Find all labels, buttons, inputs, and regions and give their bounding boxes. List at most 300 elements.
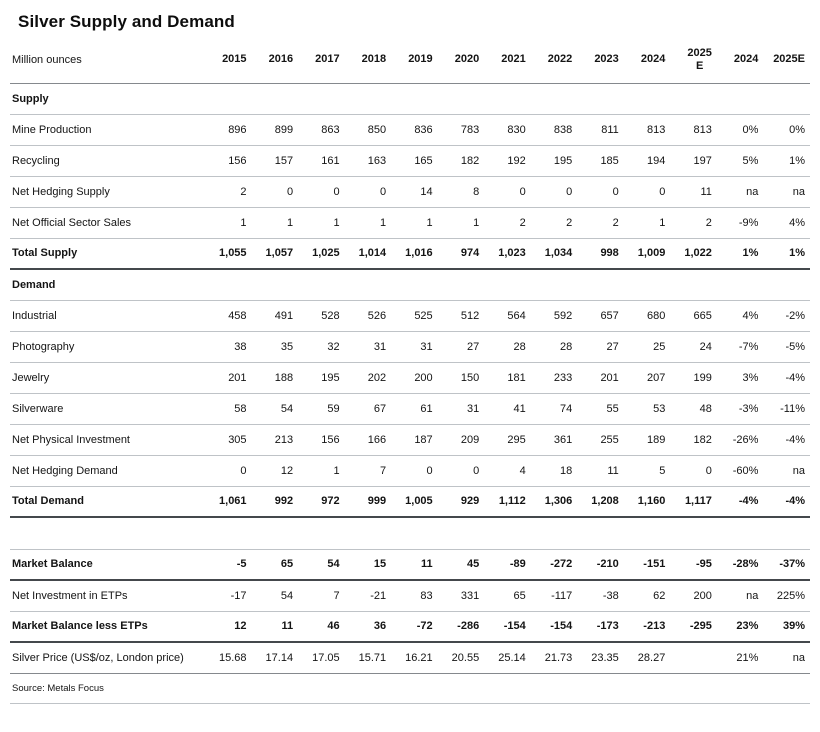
table-cell bbox=[484, 83, 531, 114]
table-cell bbox=[670, 642, 717, 673]
table-cell: 202 bbox=[345, 362, 392, 393]
table-cell bbox=[670, 83, 717, 114]
table-cell: -28% bbox=[717, 549, 764, 580]
table-cell: 27 bbox=[577, 331, 624, 362]
table-cell: 4% bbox=[763, 207, 810, 238]
table-cell: 163 bbox=[345, 145, 392, 176]
table-cell: 1,014 bbox=[345, 238, 392, 269]
table-cell: 0 bbox=[670, 455, 717, 486]
table-cell: 5 bbox=[624, 455, 671, 486]
table-cell bbox=[670, 517, 717, 549]
table-row bbox=[10, 580, 810, 611]
table-cell bbox=[484, 517, 531, 549]
table-cell: 1,160 bbox=[624, 486, 671, 517]
table-cell bbox=[438, 517, 485, 549]
table-cell bbox=[670, 269, 717, 300]
table-cell: 187 bbox=[391, 424, 438, 455]
table-cell bbox=[577, 269, 624, 300]
table-cell: -4% bbox=[763, 362, 810, 393]
table-cell: 1 bbox=[298, 455, 345, 486]
year-column-header: 2022 bbox=[531, 38, 578, 83]
row-label: Industrial bbox=[10, 300, 205, 331]
table-cell bbox=[391, 269, 438, 300]
table-cell: -5 bbox=[205, 549, 252, 580]
table-row bbox=[10, 207, 810, 238]
page-title: Silver Supply and Demand bbox=[18, 12, 235, 31]
table-cell: -154 bbox=[484, 611, 531, 642]
row-label: Silverware bbox=[10, 393, 205, 424]
table-row bbox=[10, 611, 810, 642]
table-cell bbox=[298, 269, 345, 300]
table-cell: 15 bbox=[345, 549, 392, 580]
row-label: Net Hedging Demand bbox=[10, 455, 205, 486]
row-label bbox=[10, 517, 205, 549]
table-cell: 213 bbox=[252, 424, 299, 455]
table-cell: 2 bbox=[577, 207, 624, 238]
table-cell: 11 bbox=[670, 176, 717, 207]
table-cell: 62 bbox=[624, 580, 671, 611]
year-column-header: 2021 bbox=[484, 38, 531, 83]
table-cell bbox=[345, 517, 392, 549]
table-cell: 1 bbox=[345, 207, 392, 238]
table-cell: 83 bbox=[391, 580, 438, 611]
year-column-header: 2015 bbox=[205, 38, 252, 83]
table-cell: na bbox=[763, 176, 810, 207]
table-header-row bbox=[10, 38, 810, 83]
table-cell bbox=[438, 83, 485, 114]
table-row bbox=[10, 549, 810, 580]
table-cell: 189 bbox=[624, 424, 671, 455]
table-cell: 1 bbox=[205, 207, 252, 238]
table-cell: -295 bbox=[670, 611, 717, 642]
table-cell: 896 bbox=[205, 114, 252, 145]
table-cell: -5% bbox=[763, 331, 810, 362]
table-cell: 185 bbox=[577, 145, 624, 176]
table-row bbox=[10, 238, 810, 269]
source-note: Source: Metals Focus bbox=[10, 674, 810, 704]
table-cell: 53 bbox=[624, 393, 671, 424]
table-cell: 161 bbox=[298, 145, 345, 176]
table-cell: 31 bbox=[391, 331, 438, 362]
table-cell bbox=[763, 517, 810, 549]
table-cell: 1,025 bbox=[298, 238, 345, 269]
table-cell: 929 bbox=[438, 486, 485, 517]
table-cell: -3% bbox=[717, 393, 764, 424]
table-cell: 21.73 bbox=[531, 642, 578, 673]
table-cell: -17 bbox=[205, 580, 252, 611]
table-cell: 2 bbox=[484, 207, 531, 238]
table-cell: 0 bbox=[298, 176, 345, 207]
table-cell: 528 bbox=[298, 300, 345, 331]
table-cell: -11% bbox=[763, 393, 810, 424]
table-cell: 1,117 bbox=[670, 486, 717, 517]
row-label: Market Balance less ETPs bbox=[10, 611, 205, 642]
table-cell: 74 bbox=[531, 393, 578, 424]
table-cell: 41 bbox=[484, 393, 531, 424]
table-cell: 7 bbox=[298, 580, 345, 611]
table-cell: 331 bbox=[438, 580, 485, 611]
table-cell: -173 bbox=[577, 611, 624, 642]
table-cell: 680 bbox=[624, 300, 671, 331]
table-cell: 11 bbox=[577, 455, 624, 486]
table-cell: 2 bbox=[205, 176, 252, 207]
year-column-header: 2025E bbox=[763, 38, 810, 83]
table-cell: 46 bbox=[298, 611, 345, 642]
table-cell: na bbox=[763, 642, 810, 673]
row-label: Demand bbox=[10, 269, 205, 300]
table-cell: 201 bbox=[205, 362, 252, 393]
year-column-header: 2019 bbox=[391, 38, 438, 83]
row-label: Recycling bbox=[10, 145, 205, 176]
table-cell: 0 bbox=[624, 176, 671, 207]
table-cell bbox=[763, 269, 810, 300]
table-cell: 11 bbox=[391, 549, 438, 580]
table-cell: 1 bbox=[438, 207, 485, 238]
table-row bbox=[10, 331, 810, 362]
table-cell: 61 bbox=[391, 393, 438, 424]
table-cell bbox=[717, 269, 764, 300]
year-column-header: 2025 E bbox=[670, 38, 717, 83]
table-cell: 45 bbox=[438, 549, 485, 580]
table-cell: -95 bbox=[670, 549, 717, 580]
table-cell: 207 bbox=[624, 362, 671, 393]
table-cell bbox=[531, 269, 578, 300]
year-column-header: 2024 bbox=[717, 38, 764, 83]
table-cell: 491 bbox=[252, 300, 299, 331]
table-cell: 863 bbox=[298, 114, 345, 145]
table-cell: 8 bbox=[438, 176, 485, 207]
table-cell: 1 bbox=[252, 207, 299, 238]
table-cell bbox=[298, 83, 345, 114]
table-cell: na bbox=[717, 176, 764, 207]
table-cell bbox=[252, 517, 299, 549]
table-cell: 361 bbox=[531, 424, 578, 455]
table-cell: -117 bbox=[531, 580, 578, 611]
table-cell: 200 bbox=[391, 362, 438, 393]
table-cell: 526 bbox=[345, 300, 392, 331]
row-label: Mine Production bbox=[10, 114, 205, 145]
table-cell: 157 bbox=[252, 145, 299, 176]
table-cell: 209 bbox=[438, 424, 485, 455]
table-cell: 512 bbox=[438, 300, 485, 331]
table-cell: 54 bbox=[252, 393, 299, 424]
table-cell: 182 bbox=[438, 145, 485, 176]
table-cell bbox=[252, 269, 299, 300]
table-cell: 0% bbox=[763, 114, 810, 145]
row-label: Net Official Sector Sales bbox=[10, 207, 205, 238]
table-cell: 830 bbox=[484, 114, 531, 145]
section-header-row bbox=[10, 269, 810, 300]
table-cell: 156 bbox=[205, 145, 252, 176]
table-cell: 59 bbox=[298, 393, 345, 424]
table-cell: 12 bbox=[252, 455, 299, 486]
table-cell: 0 bbox=[438, 455, 485, 486]
table-cell: 36 bbox=[345, 611, 392, 642]
table-cell: 1 bbox=[391, 207, 438, 238]
table-cell: 1,016 bbox=[391, 238, 438, 269]
table-cell bbox=[531, 83, 578, 114]
table-cell: na bbox=[717, 580, 764, 611]
table-cell: 305 bbox=[205, 424, 252, 455]
row-label: Jewelry bbox=[10, 362, 205, 393]
table-cell: 836 bbox=[391, 114, 438, 145]
table-cell: 1% bbox=[763, 145, 810, 176]
table-cell: 156 bbox=[298, 424, 345, 455]
table-cell: -89 bbox=[484, 549, 531, 580]
table-cell: 225% bbox=[763, 580, 810, 611]
table-cell bbox=[205, 269, 252, 300]
table-cell: 458 bbox=[205, 300, 252, 331]
row-label: Net Hedging Supply bbox=[10, 176, 205, 207]
table-row bbox=[10, 486, 810, 517]
table-cell: 38 bbox=[205, 331, 252, 362]
table-row bbox=[10, 424, 810, 455]
table-cell: -4% bbox=[717, 486, 764, 517]
table-cell: 35 bbox=[252, 331, 299, 362]
table-cell bbox=[205, 83, 252, 114]
table-cell bbox=[763, 83, 810, 114]
table-row bbox=[10, 300, 810, 331]
table-cell: 2 bbox=[531, 207, 578, 238]
table-cell: 1,009 bbox=[624, 238, 671, 269]
table-cell: 1,208 bbox=[577, 486, 624, 517]
table-cell: 15.68 bbox=[205, 642, 252, 673]
year-column-header: 2017 bbox=[298, 38, 345, 83]
table-cell: 165 bbox=[391, 145, 438, 176]
table-cell: -4% bbox=[763, 486, 810, 517]
row-label: Total Demand bbox=[10, 486, 205, 517]
table-cell: 58 bbox=[205, 393, 252, 424]
year-column-header: 2018 bbox=[345, 38, 392, 83]
table-cell bbox=[624, 83, 671, 114]
table-cell: 2 bbox=[670, 207, 717, 238]
table-cell: 188 bbox=[252, 362, 299, 393]
table-cell: 0 bbox=[531, 176, 578, 207]
table-cell: 181 bbox=[484, 362, 531, 393]
table-cell: 1,112 bbox=[484, 486, 531, 517]
table-cell: 255 bbox=[577, 424, 624, 455]
table-cell bbox=[624, 517, 671, 549]
table-cell: 150 bbox=[438, 362, 485, 393]
table-cell: 18 bbox=[531, 455, 578, 486]
table-cell: 974 bbox=[438, 238, 485, 269]
unit-label: Million ounces bbox=[10, 38, 205, 83]
table-row bbox=[10, 145, 810, 176]
table-cell bbox=[717, 83, 764, 114]
table-cell bbox=[531, 517, 578, 549]
spacer-row bbox=[10, 517, 810, 549]
table-cell: 0 bbox=[484, 176, 531, 207]
table-row bbox=[10, 362, 810, 393]
table-cell: 28.27 bbox=[624, 642, 671, 673]
table-cell: 1,022 bbox=[670, 238, 717, 269]
table-cell: 1 bbox=[624, 207, 671, 238]
table-cell: 16.21 bbox=[391, 642, 438, 673]
table-cell: 0% bbox=[717, 114, 764, 145]
table-cell: 15.71 bbox=[345, 642, 392, 673]
table-cell: 1,306 bbox=[531, 486, 578, 517]
table-cell bbox=[205, 517, 252, 549]
table-cell: 166 bbox=[345, 424, 392, 455]
table-cell: 1% bbox=[763, 238, 810, 269]
table-cell: -38 bbox=[577, 580, 624, 611]
table-cell: na bbox=[763, 455, 810, 486]
table-cell: 525 bbox=[391, 300, 438, 331]
table-cell: 564 bbox=[484, 300, 531, 331]
table-cell: -213 bbox=[624, 611, 671, 642]
table-cell bbox=[577, 83, 624, 114]
table-cell: -4% bbox=[763, 424, 810, 455]
table-cell: -9% bbox=[717, 207, 764, 238]
table-cell bbox=[391, 517, 438, 549]
year-column-header: 2016 bbox=[252, 38, 299, 83]
table-cell: 850 bbox=[345, 114, 392, 145]
table-cell: 999 bbox=[345, 486, 392, 517]
table-cell: 11 bbox=[252, 611, 299, 642]
table-cell: 32 bbox=[298, 331, 345, 362]
table-row bbox=[10, 114, 810, 145]
year-column-header: 2020 bbox=[438, 38, 485, 83]
table-cell: 3% bbox=[717, 362, 764, 393]
table-row bbox=[10, 176, 810, 207]
table-cell: 783 bbox=[438, 114, 485, 145]
table-cell: 25 bbox=[624, 331, 671, 362]
row-label: Net Investment in ETPs bbox=[10, 580, 205, 611]
table-cell: -286 bbox=[438, 611, 485, 642]
table-cell: 0 bbox=[577, 176, 624, 207]
table-cell: 201 bbox=[577, 362, 624, 393]
table-cell: 23% bbox=[717, 611, 764, 642]
table-cell: -210 bbox=[577, 549, 624, 580]
table-cell: -151 bbox=[624, 549, 671, 580]
table-cell: 7 bbox=[345, 455, 392, 486]
row-label: Photography bbox=[10, 331, 205, 362]
row-label: Net Physical Investment bbox=[10, 424, 205, 455]
table-cell: 25.14 bbox=[484, 642, 531, 673]
table-row bbox=[10, 642, 810, 673]
year-column-header: 2024 bbox=[624, 38, 671, 83]
table-cell bbox=[298, 517, 345, 549]
table-cell: 4 bbox=[484, 455, 531, 486]
table-cell: 665 bbox=[670, 300, 717, 331]
table-cell bbox=[438, 269, 485, 300]
table-cell bbox=[345, 83, 392, 114]
table-cell: 27 bbox=[438, 331, 485, 362]
table-cell: 0 bbox=[391, 455, 438, 486]
table-cell: -154 bbox=[531, 611, 578, 642]
table-cell: 54 bbox=[252, 580, 299, 611]
row-label: Market Balance bbox=[10, 549, 205, 580]
table-cell: 0 bbox=[345, 176, 392, 207]
table-cell: 28 bbox=[531, 331, 578, 362]
table-cell: 21% bbox=[717, 642, 764, 673]
table-cell: 182 bbox=[670, 424, 717, 455]
table-cell: 31 bbox=[345, 331, 392, 362]
table-cell: 0 bbox=[252, 176, 299, 207]
table-cell: -272 bbox=[531, 549, 578, 580]
table-cell: 657 bbox=[577, 300, 624, 331]
table-cell: 1,055 bbox=[205, 238, 252, 269]
section-header-row bbox=[10, 83, 810, 114]
table-cell: 5% bbox=[717, 145, 764, 176]
table-row bbox=[10, 393, 810, 424]
table-cell: -2% bbox=[763, 300, 810, 331]
table-cell: 28 bbox=[484, 331, 531, 362]
table-cell: 972 bbox=[298, 486, 345, 517]
table-cell: 998 bbox=[577, 238, 624, 269]
table-cell: 55 bbox=[577, 393, 624, 424]
table-cell bbox=[252, 83, 299, 114]
table-cell: 813 bbox=[670, 114, 717, 145]
table-cell: 4% bbox=[717, 300, 764, 331]
table-cell bbox=[624, 269, 671, 300]
table-cell: 811 bbox=[577, 114, 624, 145]
table-cell bbox=[717, 517, 764, 549]
year-column-header: 2023 bbox=[577, 38, 624, 83]
table-cell: -7% bbox=[717, 331, 764, 362]
table-cell: 67 bbox=[345, 393, 392, 424]
table-cell: 838 bbox=[531, 114, 578, 145]
table-cell: 48 bbox=[670, 393, 717, 424]
table-cell: 233 bbox=[531, 362, 578, 393]
table-cell: 1,023 bbox=[484, 238, 531, 269]
table-cell: 1 bbox=[298, 207, 345, 238]
table-cell: 899 bbox=[252, 114, 299, 145]
table-cell bbox=[345, 269, 392, 300]
table-cell bbox=[577, 517, 624, 549]
table-cell: 65 bbox=[252, 549, 299, 580]
table-cell: 17.05 bbox=[298, 642, 345, 673]
table-row bbox=[10, 455, 810, 486]
table-cell: 1,005 bbox=[391, 486, 438, 517]
table-cell: 197 bbox=[670, 145, 717, 176]
table-cell: 23.35 bbox=[577, 642, 624, 673]
table-cell: -26% bbox=[717, 424, 764, 455]
table-cell: 192 bbox=[484, 145, 531, 176]
table-cell: 1,061 bbox=[205, 486, 252, 517]
table-cell: 1% bbox=[717, 238, 764, 269]
table-cell: 1,057 bbox=[252, 238, 299, 269]
table-cell: -21 bbox=[345, 580, 392, 611]
table-cell: 12 bbox=[205, 611, 252, 642]
row-label: Supply bbox=[10, 83, 205, 114]
silver-supply-demand-table bbox=[10, 38, 810, 674]
table-cell: -60% bbox=[717, 455, 764, 486]
table-cell: 195 bbox=[531, 145, 578, 176]
table-cell bbox=[391, 83, 438, 114]
table-cell: 0 bbox=[205, 455, 252, 486]
table-cell: 295 bbox=[484, 424, 531, 455]
table-cell: 65 bbox=[484, 580, 531, 611]
table-cell: 992 bbox=[252, 486, 299, 517]
table-cell bbox=[484, 269, 531, 300]
table-cell: 20.55 bbox=[438, 642, 485, 673]
table-cell: 200 bbox=[670, 580, 717, 611]
table-cell: 14 bbox=[391, 176, 438, 207]
table-cell: 24 bbox=[670, 331, 717, 362]
table-cell: -37% bbox=[763, 549, 810, 580]
table-cell: 194 bbox=[624, 145, 671, 176]
table-cell: 592 bbox=[531, 300, 578, 331]
row-label: Silver Price (US$/oz, London price) bbox=[10, 642, 205, 673]
table-cell: 199 bbox=[670, 362, 717, 393]
table-cell: 17.14 bbox=[252, 642, 299, 673]
table-cell: 1,034 bbox=[531, 238, 578, 269]
table-cell: 39% bbox=[763, 611, 810, 642]
table-cell: 54 bbox=[298, 549, 345, 580]
row-label: Total Supply bbox=[10, 238, 205, 269]
table-cell: -72 bbox=[391, 611, 438, 642]
